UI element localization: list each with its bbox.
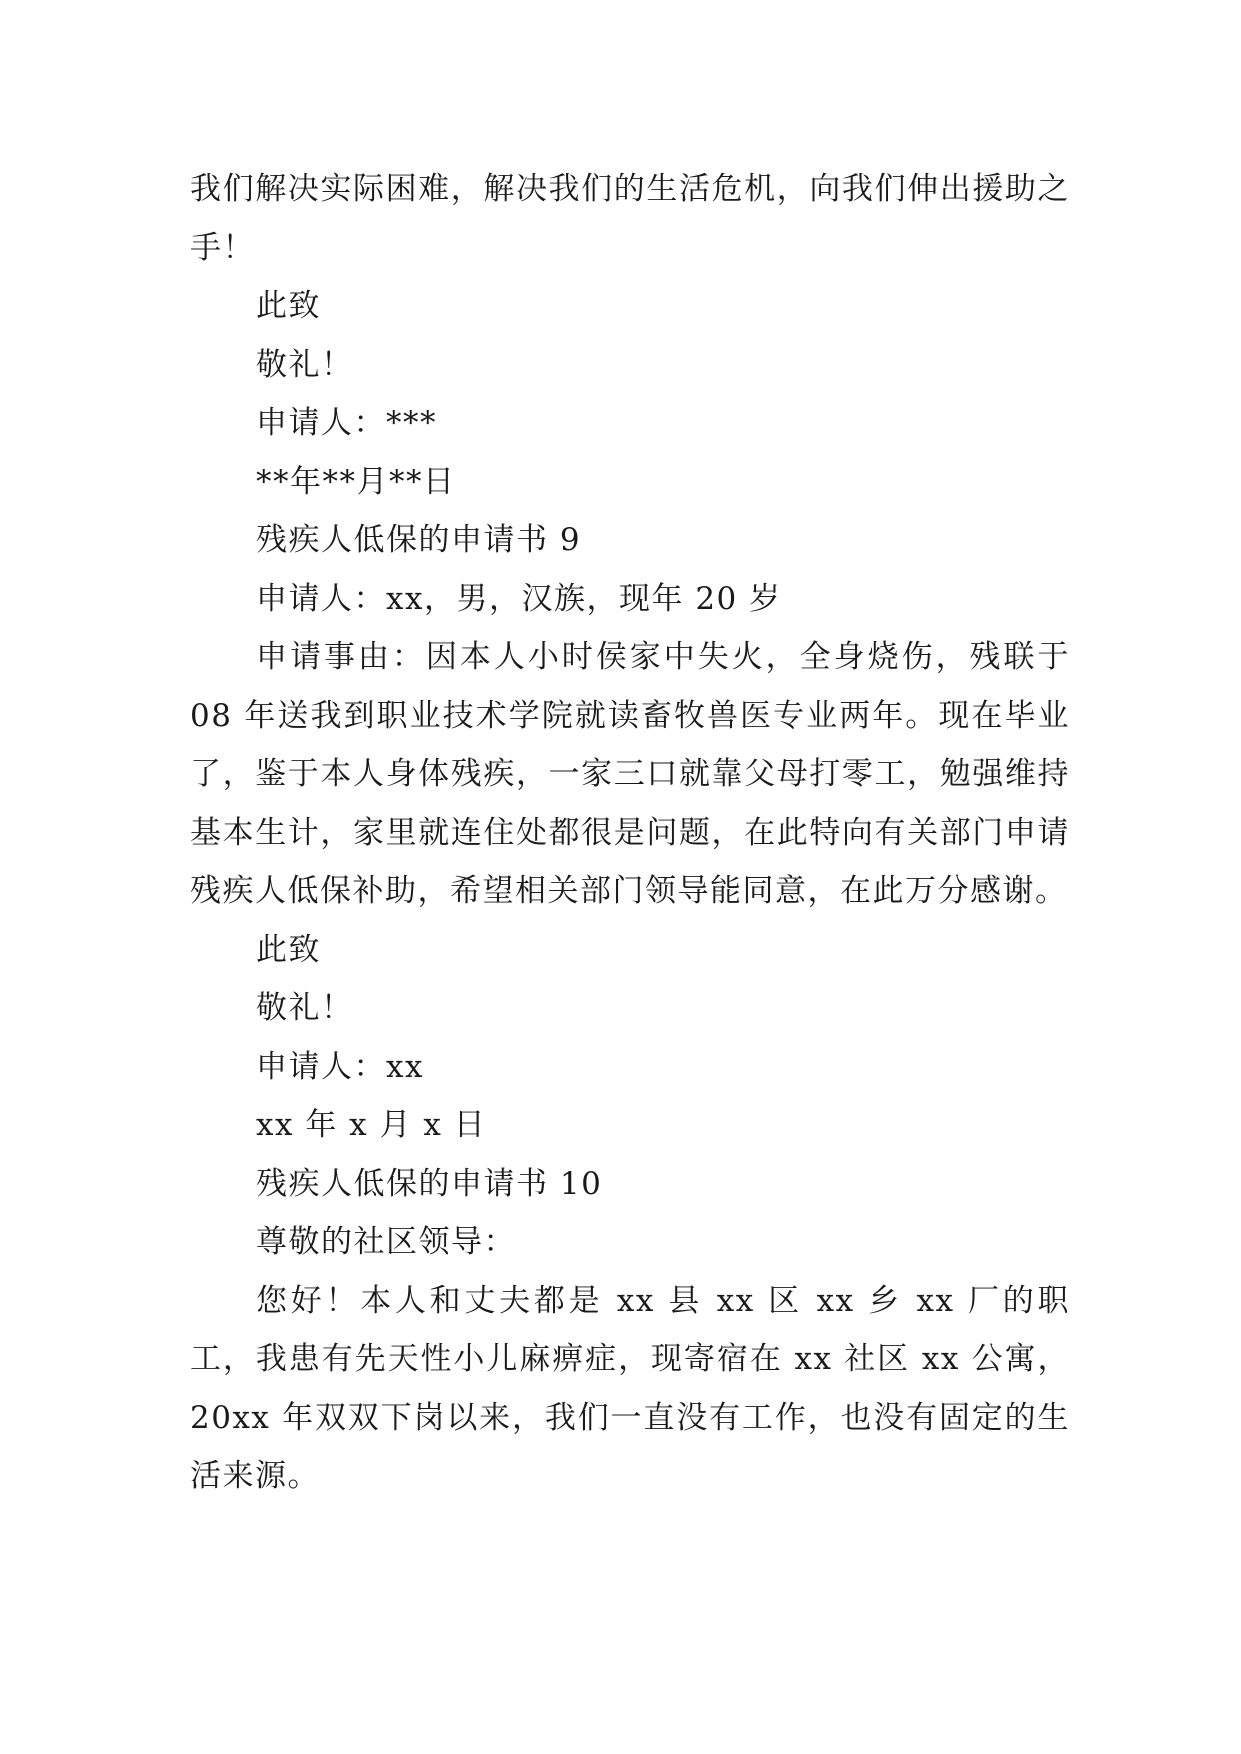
signature-date: **年**月**日 — [256, 463, 456, 500]
applicant-signature-2: 申请人：xx — [256, 1048, 424, 1085]
applicant-signature: 申请人：*** — [256, 405, 437, 441]
applicant-info: 申请人：xx，男，汉族，现年 20 岁 — [256, 580, 782, 617]
section-heading-9: 残疾人低保的申请书 9 — [256, 522, 582, 558]
paragraph-application-reason: 申请事由：因本人小时侯家中失火，全身烧伤，残联于 08 年送我到职业技术学院就读畜牧兽医专业两年。现在毕业了，鉴于本人身体残疾，一家三口就靠父母打零工，勉强维持基本生计，家里就连住处都很是问题，在此特向有关部门申请残疾人低保补助，希望相关部门领导能同意，在此万分感谢。 — [190, 639, 1070, 909]
greeting: 尊敬的社区领导： — [256, 1224, 516, 1260]
salutation-cizhi-2: 此致 — [256, 931, 321, 968]
salutation-cizhi: 此致 — [256, 288, 321, 324]
salutation-jingli-2: 敬礼！ — [256, 990, 354, 1026]
document-body — [190, 160, 1070, 1506]
signature-date-2: xx 年 x 月 x 日 — [256, 1107, 487, 1143]
section-heading-10: 残疾人低保的申请书 10 — [256, 1165, 603, 1202]
paragraph-closing-request: 我们解决实际困难，解决我们的生活危机，向我们伸出援助之手！ — [190, 171, 1070, 266]
paragraph-introduction: 您好！本人和丈夫都是 xx 县 xx 区 xx 乡 xx 厂的职工，我患有先天性小儿麻痹症，现寄宿在 xx 社区 xx 公寓，20xx 年双双下岗以来，我们一直没有工作，也没有固定的生活来源。 — [190, 1282, 1070, 1494]
salutation-jingli: 敬礼！ — [256, 346, 354, 383]
